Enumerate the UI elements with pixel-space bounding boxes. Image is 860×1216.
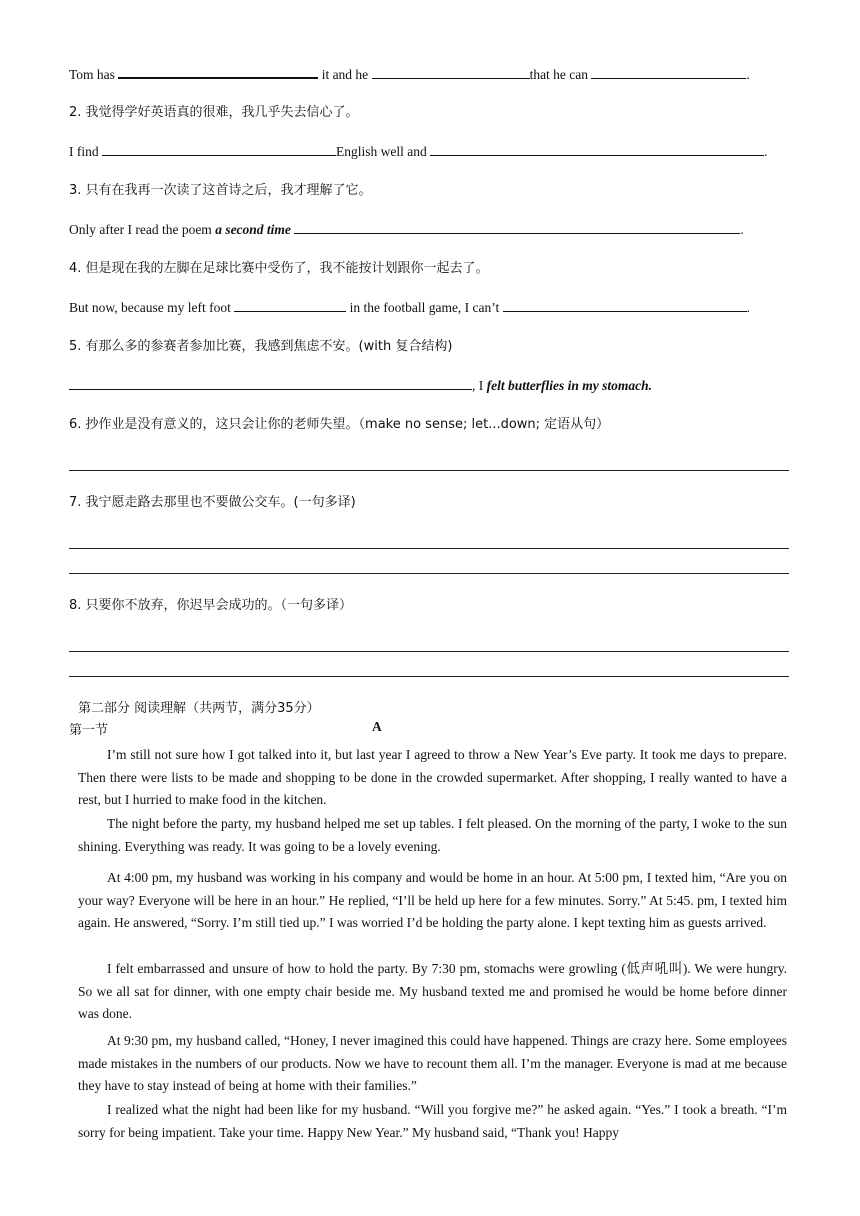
answer-blank[interactable] — [503, 299, 747, 312]
answer-blank[interactable] — [430, 143, 764, 156]
text: . — [740, 222, 744, 237]
text: that he can — [529, 67, 589, 82]
answer-blank[interactable] — [591, 66, 746, 79]
text: . — [764, 144, 768, 159]
question-2-answer-line — [69, 143, 768, 161]
question-7-prompt: 7. 我宁愿走路去那里也不要做公交车。(一句多译) — [69, 495, 356, 510]
answer-blank[interactable] — [234, 299, 346, 312]
question-2-prompt: 2. 我觉得学好英语真的很难，我几乎失去信心了。 — [69, 105, 359, 120]
answer-line[interactable] — [69, 573, 789, 574]
question-5-answer-line — [69, 377, 652, 395]
answer-blank[interactable] — [102, 143, 336, 156]
answer-blank[interactable] — [372, 66, 530, 79]
passage-paragraph: At 9:30 pm, my husband called, “Honey, I never imagined this could have happened. Things are crazy here. Some employees made mistakes in the numbers of our products. Now we have to recount them all. I’m the manager. Everyone is mad at me because they have to stay instead of being at home with their families.” — [78, 1033, 787, 1094]
question-3-prompt: 3. 只有在我再一次读了这首诗之后，我才理解了它。 — [69, 183, 372, 198]
text: in the football game, I can’t — [349, 300, 500, 315]
text: But now, because my left foot — [69, 300, 231, 315]
passage-paragraph: I felt embarrassed and unsure of how to hold the party. By 7:30 pm, stomachs were growling (低声吼叫). We were hungry. So we all sat for dinner, with one empty chair beside me. My husband texted me and promised he would be home before dinner was done. — [78, 961, 787, 1022]
emphasis-text: felt butterflies in my stomach. — [486, 378, 652, 393]
answer-line[interactable] — [69, 676, 789, 677]
passage-letter: A — [372, 719, 382, 734]
answer-blank[interactable] — [294, 221, 740, 234]
exercise-line-tom — [69, 65, 750, 84]
answer-line[interactable] — [69, 548, 789, 549]
text: Tom has — [69, 67, 115, 82]
answer-blank[interactable] — [118, 65, 318, 79]
text: . — [746, 300, 751, 315]
text: English well and — [336, 144, 427, 159]
question-3-answer-line — [69, 221, 744, 239]
text: I find — [69, 144, 99, 159]
answer-line[interactable] — [69, 651, 789, 652]
section-label: 第一节 — [69, 723, 109, 738]
passage-paragraph: I’m still not sure how I got talked into it, but last year I agreed to throw a New Year’s Eve party. It took me days to prepare. Then there were lists to be made and shopping to be done in the crowded supermarket. After shopping, I really wanted to have a rest, but I hurried to make food in the kitchen. — [78, 747, 787, 808]
question-5-prompt: 5. 有那么多的参赛者参加比赛，我感到焦虑不安。(with 复合结构) — [69, 339, 453, 354]
question-4-answer-line — [69, 299, 750, 317]
text: Only after I read the poem — [69, 222, 212, 237]
emphasis-text: a second time — [215, 222, 291, 237]
question-8-prompt: 8. 只要你不放弃，你迟早会成功的。（一句多译） — [69, 598, 353, 613]
passage-paragraph: At 4:00 pm, my husband was working in his company and would be home in an hour. At 5:00 pm, I texted him, “Are you on your way? Everyone will be here in an hour.” He replied, “I’ll be held up here for a few minutes. Sorry.” At 5:45. pm, I texted him again. He answered, “Sorry. I’m still tied up.” I was worried I’d be holding the party alone. I kept texting him as guests arrived. — [78, 870, 787, 931]
text: , I — [472, 378, 484, 393]
question-6-prompt: 6. 抄作业是没有意义的，这只会让你的老师失望。（make no sense; let...down; 定语从句） — [69, 417, 610, 432]
passage-paragraph: The night before the party, my husband helped me set up tables. I felt pleased. On the morning of the party, I woke to the sun shining. Everything was ready. It was going to be a lovely evening. — [78, 816, 787, 854]
text: it and he — [321, 67, 369, 82]
passage-paragraph: I realized what the night had been like for my husband. “Will you forgive me?” he asked again. “Yes.” I took a breath. “I’m sorry for being impatient. Take your time. Happy New Year.” My husband said, “Thank you! Happy — [78, 1102, 787, 1140]
text: . — [746, 67, 750, 82]
part-title: 第二部分 阅读理解（共两节，满分35分） — [78, 701, 320, 716]
question-4-prompt: 4. 但是现在我的左脚在足球比赛中受伤了，我不能按计划跟你一起去了。 — [69, 261, 489, 276]
answer-blank[interactable] — [69, 377, 472, 390]
answer-line[interactable] — [69, 470, 789, 471]
